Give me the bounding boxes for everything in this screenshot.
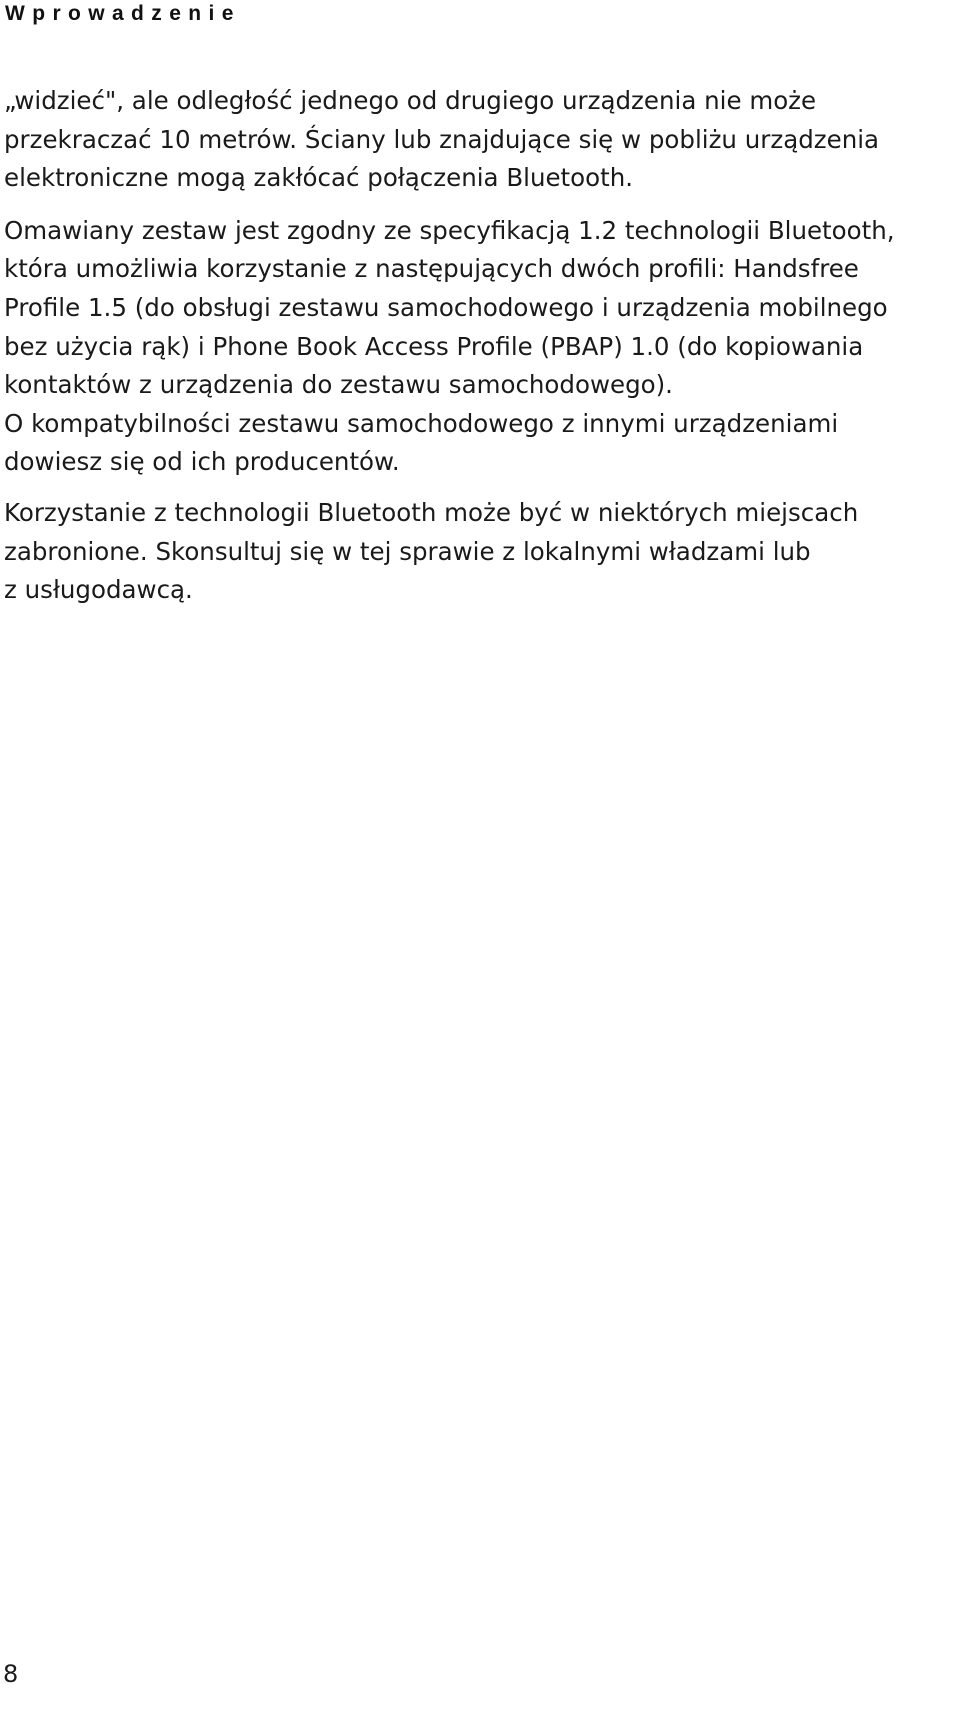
- text-line: Omawiany zestaw jest zgodny ze specyfikacją 1.2 technologii Bluetooth,: [4, 215, 895, 245]
- text-line: przekraczać 10 metrów. Ściany lub znajdujące się w pobliżu urządzenia: [4, 124, 880, 154]
- text-line: która umożliwia korzystanie z następujących dwóch profili: Handsfree: [4, 254, 859, 284]
- text-line: Profile 1.5 (do obsługi zestawu samochodowego i urządzenia mobilnego: [4, 292, 888, 322]
- running-header: Wprowadzenie: [5, 2, 241, 25]
- text-line: „widzieć", ale odległość jednego od drugiego urządzenia nie może: [4, 86, 817, 115]
- text-line: bez użycia rąk) i Phone Book Access Profile (PBAP) 1.0 (do kopiowania: [4, 331, 864, 361]
- text-line: elektroniczne mogą zakłócać połączenia Bluetooth.: [4, 163, 634, 193]
- text-line: O kompatybilności zestawu samochodowego z innymi urządzeniami: [4, 408, 839, 438]
- text-line: dowiesz się od ich producentów.: [4, 447, 400, 477]
- text-line: Korzystanie z technologii Bluetooth może być w niektórych miejscach: [4, 497, 859, 527]
- text-line: z usługodawcą.: [4, 575, 193, 605]
- page-number: 8: [3, 1660, 19, 1688]
- paragraph-bluetooth-range: [4, 82, 949, 198]
- text-line: zabronione. Skonsultuj się w tej sprawie z lokalnymi władzami lub: [4, 536, 811, 566]
- text-line: kontaktów z urządzenia do zestawu samochodowego).: [4, 370, 673, 400]
- body-text: [4, 82, 949, 610]
- paragraph-bluetooth-specification: [4, 212, 949, 482]
- paragraph-bluetooth-restrictions: [4, 494, 949, 610]
